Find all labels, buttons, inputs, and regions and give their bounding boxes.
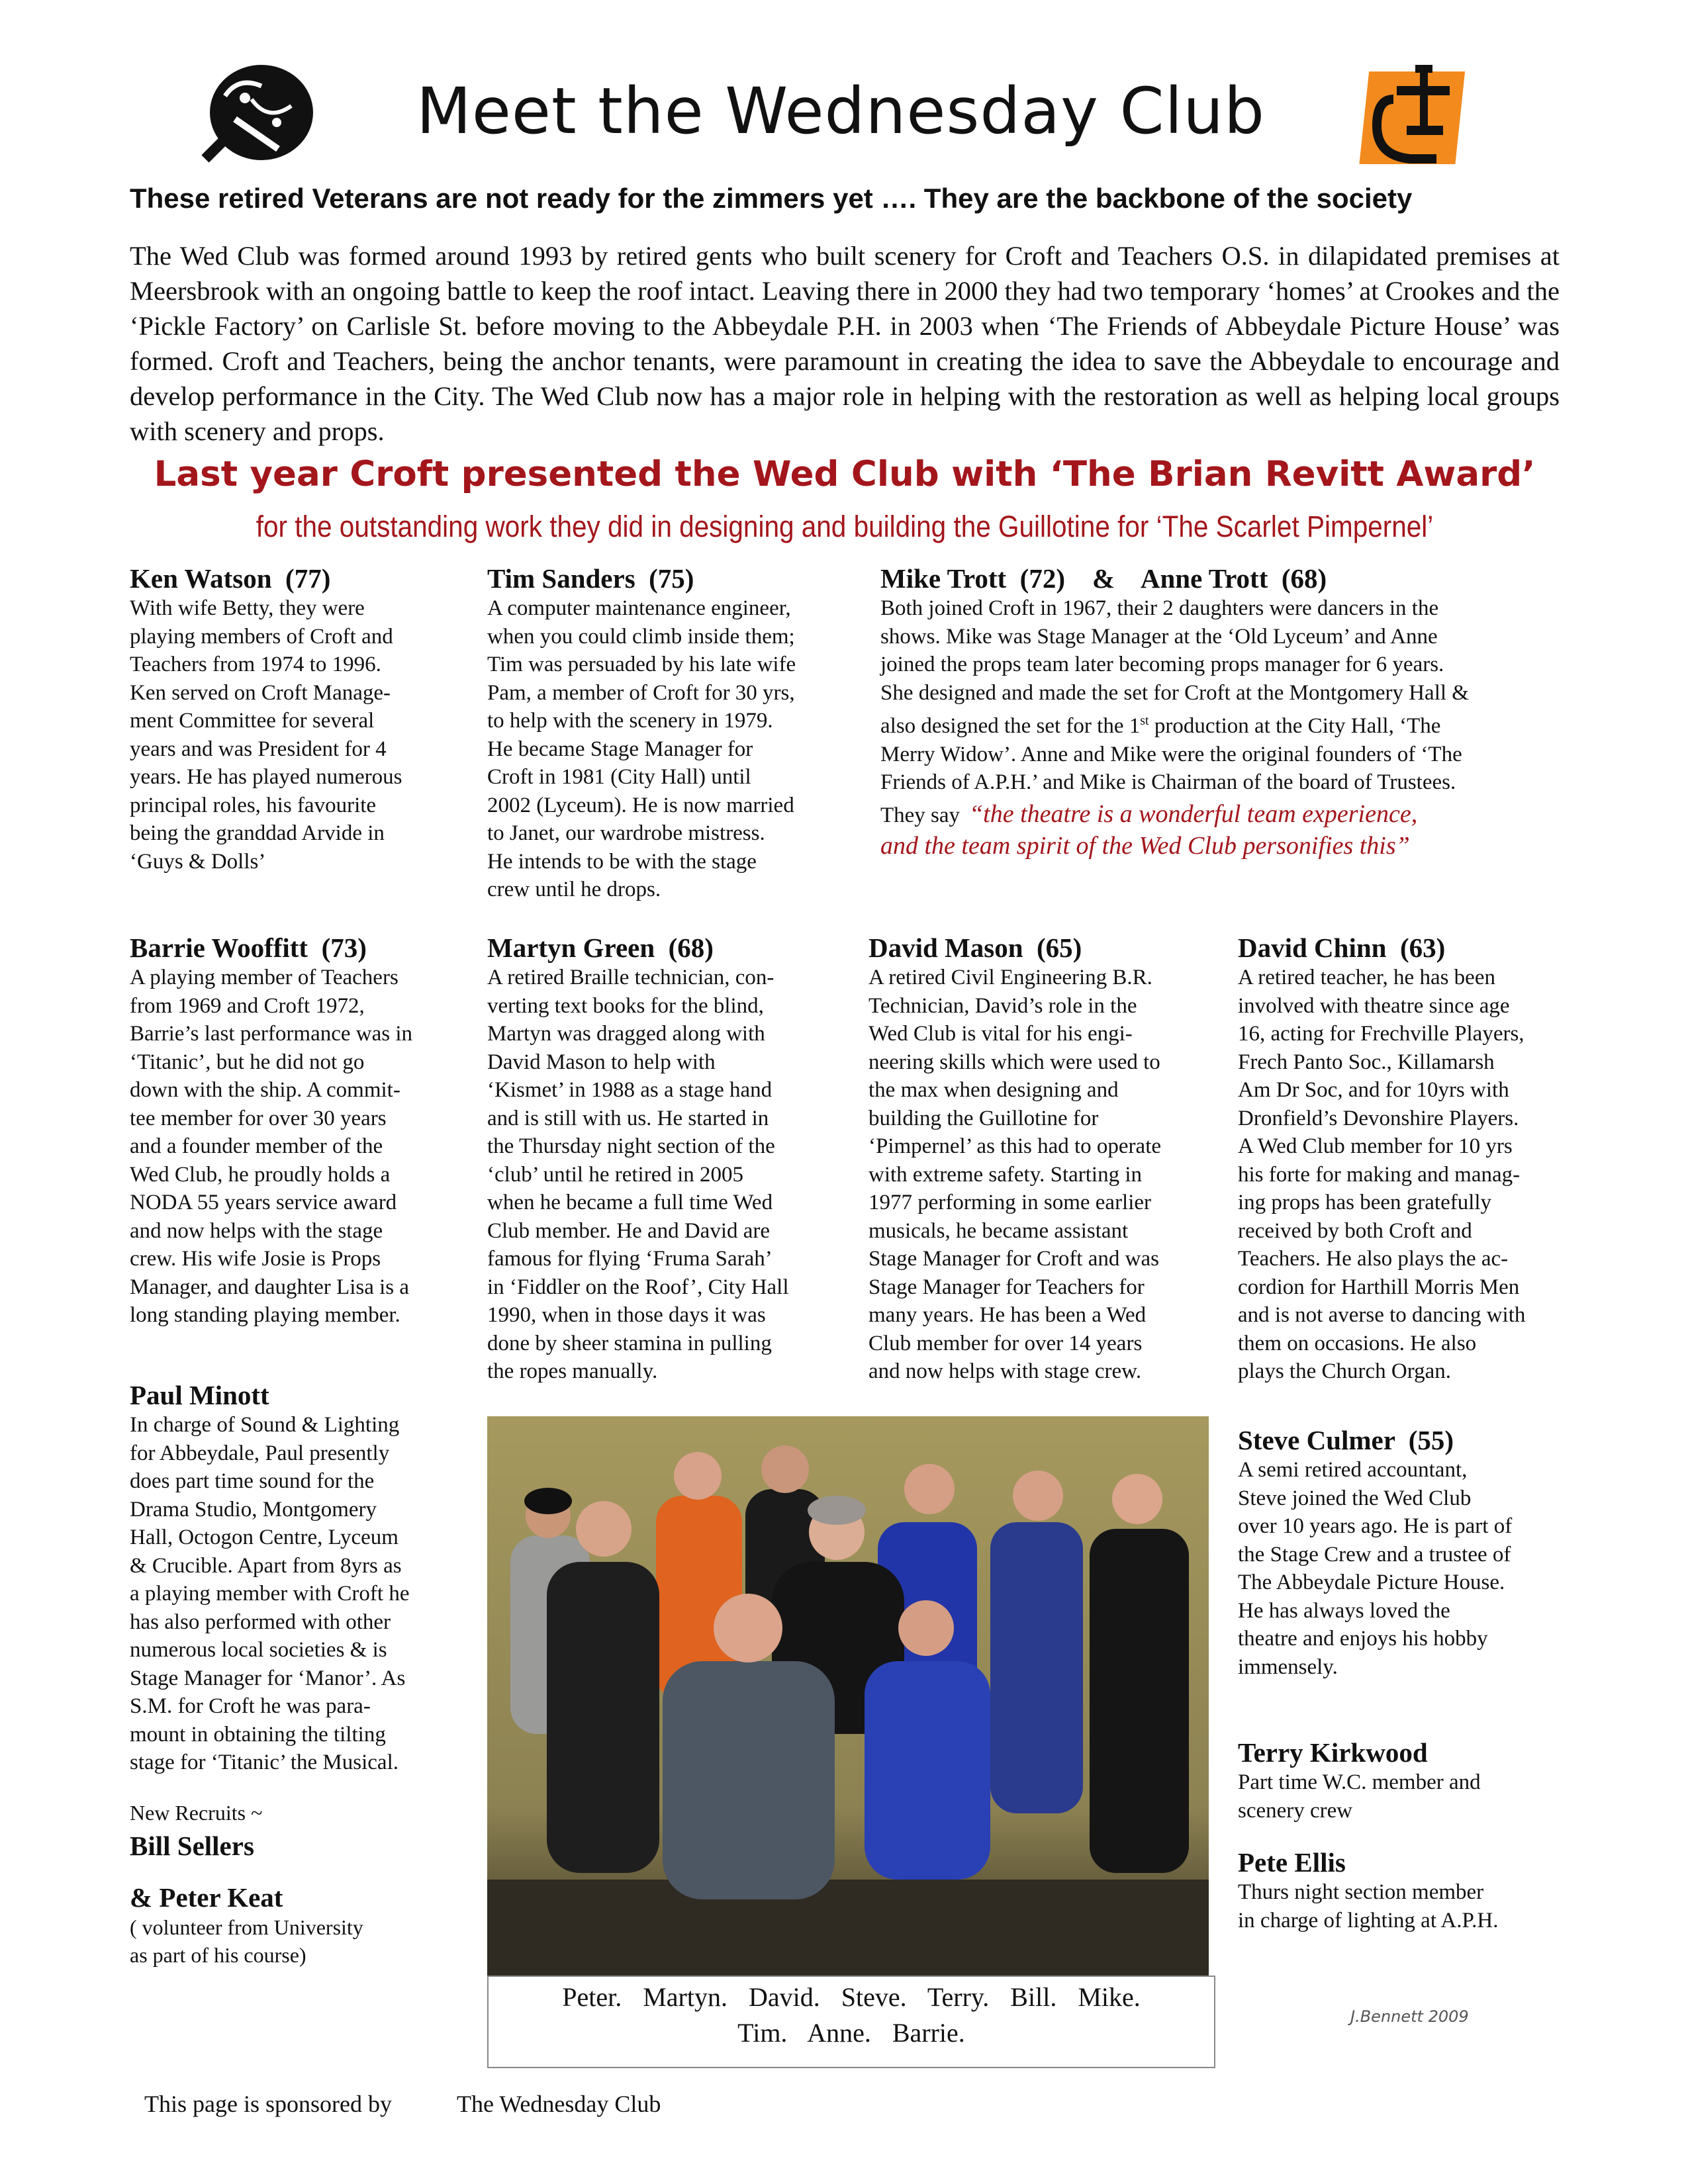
bio-name: David Mason (65) — [868, 933, 1082, 963]
bio-name: Terry Kirkwood — [1238, 1737, 1428, 1768]
bio-david-chinn — [1238, 932, 1582, 1386]
clamp-logo-icon — [1357, 60, 1483, 172]
photo-caption-line1: Peter. Martyn. David. Steve. Terry. Bill. Mike. — [562, 1982, 1141, 2012]
trott-quote-line2: and the team spirit of the Wed Club personifies this” — [880, 831, 1410, 860]
bio-text: A computer maintenance engineer, when you could climb inside them; Tim was persuaded by his late wife Pam, a member of Croft for 30 yrs, to help with the scenery in 1979. He became Stage Manager for Croft in 1981 (City Hall) until 2002 (Lyceum). He is now married to Janet, our wardrobe mistress. He intends to be with the stage crew until he drops. — [487, 596, 796, 901]
award-description: for the outstanding work they did in designing and building the Guillotine for ‘The Scarlet Pimpernel’ — [256, 510, 1434, 543]
bio-terry-kirkwood — [1238, 1737, 1582, 1825]
bio-text: With wife Betty, they were playing members of Croft and Teachers from 1974 to 1996. Ken served on Croft Manage- ment Committee for several years and was President for 4 years. He has played numerous principal roles, his favourite being the granddad Arvide in ‘Guys & Dolls’ — [130, 596, 402, 874]
bio-name: Paul Minott — [130, 1380, 269, 1410]
bio-text: A retired teacher, he has been involved with theatre since age 16, acting for Frechville Players, Frech Panto Soc., Killamarsh Am Dr Soc, and for 10yrs with Dronfield’s Devonshire Players. A Wed Club member for 10 yrs his forte for making and manag- ing props has been gratefully received by both Croft and Teachers. He also plays the ac- cordion for Harthill Morris Men and is not averse to dancing with them on occasions. He also plays the Church Organ. — [1238, 966, 1526, 1383]
bio-text: Thurs night section member in charge of lighting at A.P.H. — [1238, 1880, 1499, 1933]
bio-name: David Chinn (63) — [1238, 933, 1446, 963]
bio-paul-minott — [130, 1379, 467, 1777]
sponsor-name: The Wednesday Club — [457, 2091, 661, 2117]
bio-name: Martyn Green (68) — [487, 933, 714, 963]
they-say-label: They say — [880, 803, 961, 827]
bio-martyn-green — [487, 932, 831, 1386]
bio-name: Ken Watson (77) — [130, 563, 331, 594]
page-subtitle: These retired Veterans are not ready for the zimmers yet …. They are the backbone of the society — [130, 183, 1413, 214]
artist-credit: J.Bennett 2009 — [1350, 2007, 1469, 2026]
bio-text: A retired Civil Engineering B.R. Technician, David’s role in the Wed Club is vital for his engi- neering skills which were used to the max when designing and building the Guillotine for ‘Pimpernel’ as this had to operate with extreme safety. Starting in 1977 performing in some earlier musicals, he became assistant Stage Manager for Croft and was Stage Manager for Teachers for many years. He has been a Wed Club member for over 14 years and now helps with stage crew. — [868, 966, 1162, 1383]
group-photo — [487, 1416, 1209, 1976]
trott-quote-line1: “the theatre is a wonderful team experience, — [969, 799, 1418, 828]
theatre-masks-logo-icon — [199, 60, 318, 172]
photo-caption-line2: Tim. Anne. Barrie. — [737, 2018, 965, 2048]
bio-name: Mike Trott (72) & Anne Trott (68) — [880, 563, 1327, 594]
bio-name: Tim Sanders (75) — [487, 563, 694, 594]
bio-tim-sanders — [487, 563, 858, 904]
recruit-name-peter-keat: & Peter Keat — [130, 1882, 283, 1913]
bio-pete-ellis — [1238, 1846, 1582, 1934]
bio-text: A playing member of Teachers from 1969 and Croft 1972, Barrie’s last performance was in ‘Titanic’, but he did not go down with the ship. A commit- tee member for over 30 years and a founder member of the Wed Club, he proudly holds a NODA 55 years service award and now helps with the stage crew. His wife Josie is Props Manager, and daughter Lisa is a long standing playing member. — [130, 966, 413, 1327]
bio-mike-anne-trott — [880, 563, 1582, 862]
recruit-name-bill-sellers: Bill Sellers — [130, 1830, 254, 1861]
intro-paragraph: The Wed Club was formed around 1993 by retired gents who built scenery for Croft and Teachers O.S. in dilapidated premises at Meersbrook with an ongoing battle to keep the roof intact. Leaving there in 2000 they had two temporary ‘homes’ at Crookes and the ‘Pickle Factory’ on Carlisle St. before moving to the Abbeydale P.H. in 2003 when ‘The Friends of Abbeydale Picture House’ was formed. Croft and Teachers, being the anchor tenants, were paramount in creating the idea to save the Abbeydale to encourage and develop performance in the City. The Wed Club now has a major role in helping with the restoration as well as helping local groups with scenery and props. — [130, 241, 1560, 446]
bio-text: Part time W.C. member and scenery crew — [1238, 1770, 1481, 1823]
award-heading: Last year Croft presented the Wed Club with ‘The Brian Revitt Award’ — [154, 454, 1536, 494]
bio-name: Barrie Wooffitt (73) — [130, 933, 367, 963]
recruit-note: ( volunteer from University as part of his course) — [130, 1915, 363, 1967]
sponsor-label: This page is sponsored by — [144, 2091, 392, 2117]
bio-david-mason — [868, 932, 1226, 1386]
bio-text: In charge of Sound & Lighting for Abbeydale, Paul presently does part time sound for the Drama Studio, Montgomery Hall, Octogon Centre, Lyceum & Crucible. Apart from 8yrs as a playing member with Croft he has also performed with other numerous local societies & is Stage Manager for ‘Manor’. As S.M. for Croft he was para- mount in obtaining the tilting stage for ‘Titanic’ the Musical. — [130, 1413, 410, 1774]
bio-steve-culmer — [1238, 1424, 1582, 1681]
bio-text: A semi retired accountant, Steve joined the Wed Club over 10 years ago. He is part of the Stage Crew and a trustee of The Abbeydale Picture House. He has always loved the theatre and enjoys his hobby immensely. — [1238, 1458, 1513, 1679]
new-recruits-label: New Recruits ~ — [130, 1801, 263, 1825]
bio-barrie-wooffitt — [130, 932, 467, 1330]
bio-text: A retired Braille technician, con- verting text books for the blind, Martyn was dragged along with David Mason to help with ‘Kismet’ in 1988 as a stage hand and is still with us. He started in the Thursday night section of the ‘club’ until he retired in 2005 when he became a full time Wed Club member. He and David are famous for flying ‘Fruma Sarah’ in ‘Fiddler on the Roof’, City Hall 1990, when in those days it was done by sheer stamina in pulling the ropes manually. — [487, 966, 789, 1383]
new-recruits — [130, 1799, 467, 1970]
bio-name: Pete Ellis — [1238, 1847, 1346, 1878]
bio-name: Steve Culmer (55) — [1238, 1425, 1454, 1455]
bio-text: Both joined Croft in 1967, their 2 daughters were dancers in the shows. Mike was Stage Manager at the ‘Old Lyceum’ and Anne joined the props team later becoming props manager for 6 years. She designed and made the set for Croft at the Montgomery Hall & also designed the set for the 1st production at the City Hall, ‘The Merry Widow’. Anne and Mike were the original founders of ‘The Friends of A.P.H.’ and Mike is Chairman of the board of Trustees. — [880, 596, 1469, 794]
page-title: Meet the Wednesday Club — [416, 74, 1265, 148]
bio-ken-watson — [130, 563, 461, 876]
